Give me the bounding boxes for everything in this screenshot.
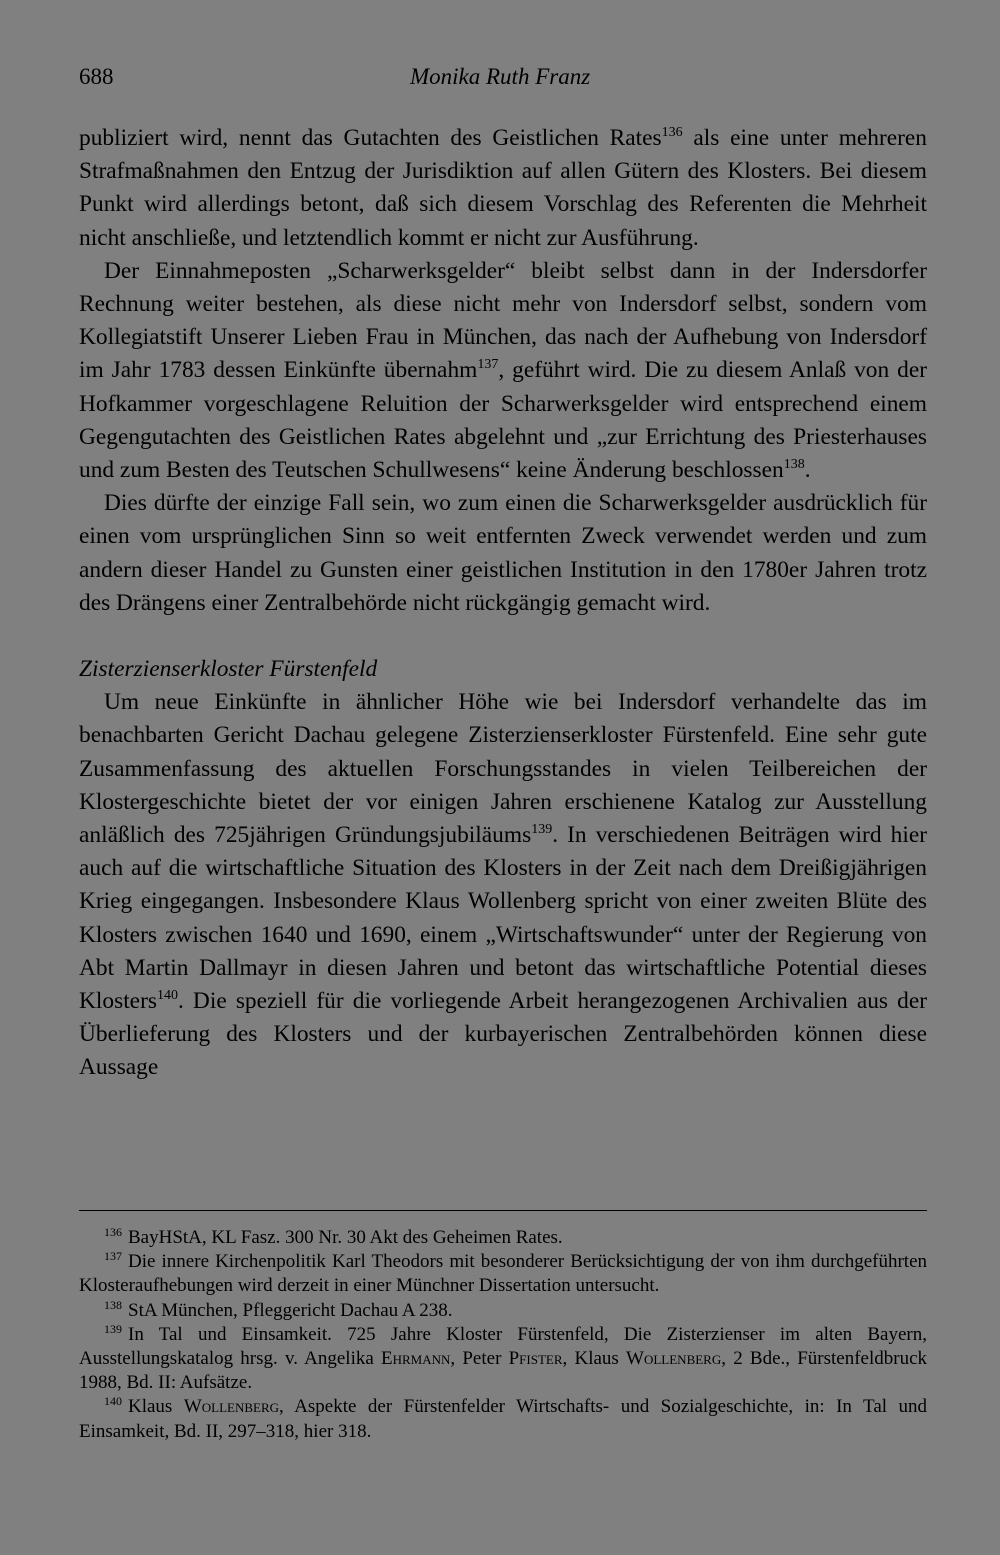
footnote-ref-139: 139	[531, 822, 553, 838]
text-run: . In verschiedenen Beiträgen wird hier auch auf die wirtschaftliche Situation des Klosters in der Zeit nach dem Dreißigjährigen Krieg eingegangen. Insbesondere Klaus Wollenberg spricht von einer zweiten Blüte des Klosters zwischen 1640 und 1690, einem „Wirtschaftswunder“ unter der Regierung von Abt Martin Dallmayr in diesen Jahren und betont das wirtschaftliche Potential dieses Klosters	[79, 822, 928, 1015]
footnote-136	[79, 1226, 927, 1250]
footnote-text: In Tal und Einsamkeit. 725 Jahre Kloster Fürstenfeld, Die Zisterzienser im alten Bayern, Ausstellungskatalog hrsg. v. Angelika	[79, 1323, 927, 1370]
paragraph-3: Dies dürfte der einzige Fall sein, wo zum einen die Scharwerksgelder ausdrücklich für einen vom ursprünglichen Sinn so weit entfernten Zweck verwendet werden und zum andern dieser Handel zu Gunsten einer geistlichen Institution in den 1780er Jahren trotz des Drängens einer Zentralbehörde nicht rückgängig gemacht wird.	[79, 490, 927, 616]
author-name: Wollenberg	[183, 1396, 280, 1418]
footnote-ref-137: 137	[477, 357, 499, 373]
section-heading: Zisterzienserkloster Fürstenfeld	[79, 656, 378, 683]
text-run: , geführt wird. Die zu diesem Anlaß von der Hofkammer vorgeschlagene Reluition der Scharwerksgelder wird entsprechend einem Gegengutachten des Geistlichen Rates abgelehnt und „zur Errichtung des Priesterhauses und zum Besten des Teutschen Schullwesens“ keine Änderung beschlossen	[79, 357, 928, 484]
footnotes	[79, 1226, 927, 1444]
text-run: Um neue Einkünfte in ähnlicher Höhe wie bei Indersdorf verhandelte das im benachbarten Gericht Dachau gelegene Zisterzienserkloster Fürstenfeld. Eine sehr gute Zusammenfassung des aktuellen Forschungsstandes in vielen Teilbereichen der Klostergeschichte bietet der vor einigen Jahren erschienene Katalog zur Ausstellung anläßlich des 725jährigen Gründungsjubiläums	[79, 689, 927, 849]
footnote-number: 140	[104, 1394, 122, 1409]
author-name: Pfister	[508, 1348, 563, 1370]
author-name: Ehrmann	[381, 1348, 451, 1370]
footnote-140	[79, 1395, 927, 1443]
footnote-number: 136	[104, 1225, 122, 1239]
text-run: Der Einnahmeposten „Scharwerksgelder“ bleibt selbst dann in der Indersdorfer Rechnung weiter bestehen, als diese nicht mehr von Indersdorf selbst, sondern vom Kollegiatstift Unserer Lieben Frau in München, das nach der Aufhebung von Indersdorf im Jahr 1783 dessen Einkünfte übernahm	[79, 257, 927, 384]
footnote-text: BayHStA, KL Fasz. 300 Nr. 30 Akt des Geheimen Rates.	[128, 1227, 563, 1248]
footnote-text: Klaus	[128, 1396, 184, 1418]
footnote-text: , 2 Bde., Fürstenfeldbruck 1988, Bd. II: Aufsätze.	[79, 1348, 928, 1394]
paragraph-2	[79, 255, 927, 487]
main-text	[79, 122, 927, 1085]
paragraph-1	[79, 122, 927, 255]
footnote-ref-136: 136	[661, 125, 683, 140]
footnote-text: StA München, Pfleggericht Dachau A 238.	[128, 1299, 453, 1321]
footnote-number: 138	[104, 1297, 122, 1312]
running-title: Monika Ruth Franz	[410, 64, 591, 89]
footnote-138	[79, 1299, 927, 1323]
footnote-text: , Klaus	[562, 1348, 627, 1370]
text-run: .	[804, 457, 811, 484]
page-number: 688	[79, 64, 114, 89]
footnote-text: Die innere Kirchenpolitik Karl Theodors mit besonderer Berücksichtigung der von ihm durchgeführten Klosteraufhebungen wird derzeit in einer Münchner Dissertation untersucht.	[79, 1251, 927, 1297]
text-run: publiziert wird, nennt das Gutachten des Geistlichen Rates	[79, 125, 662, 151]
text-run: als eine unter mehreren Strafmaßnahmen den Entzug der Jurisdiktion auf allen Gütern des Klosters. Bei diesem Punkt wird allerdings betont, daß sich diesem Vorschlag des Referenten die Mehrheit nicht anschließe, und letztendlich kommt er nicht zur Ausführung.	[79, 125, 928, 251]
footnote-139	[79, 1323, 927, 1396]
paragraph-4	[79, 686, 927, 1084]
author-name: Wollenberg	[626, 1348, 722, 1370]
text-run: . Die speziell für die vorliegende Arbeit herangezogenen Archivalien aus der Überlieferung des Klosters und der kurbayerischen Zentralbehörden können diese Aussage	[79, 988, 927, 1081]
footnote-137	[79, 1250, 927, 1298]
footnote-divider	[79, 1210, 927, 1211]
footnote-number: 137	[104, 1249, 122, 1264]
footnote-text: , Peter	[450, 1348, 509, 1370]
footnote-ref-138: 138	[783, 457, 805, 473]
footnote-ref-140: 140	[156, 988, 178, 1004]
footnote-number: 139	[104, 1321, 122, 1336]
footnote-text: , Aspekte der Fürstenfelder Wirtschafts- und Sozialgeschichte, in: In Tal und Einsamkeit, Bd. II, 297–318, hier 318.	[79, 1396, 928, 1442]
